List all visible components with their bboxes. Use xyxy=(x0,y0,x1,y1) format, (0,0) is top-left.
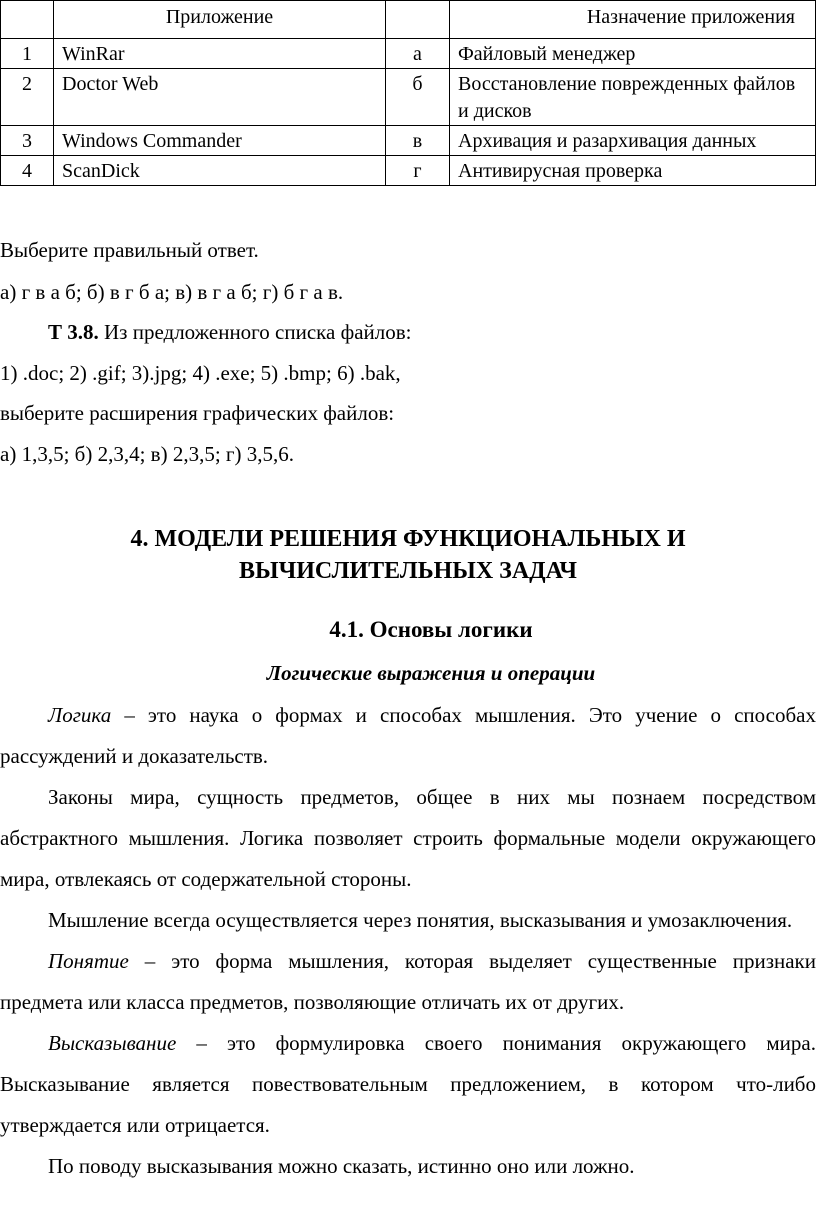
row-purpose: Восстановление поврежденных файлов и дисков xyxy=(450,69,816,126)
body-text xyxy=(0,695,816,1187)
row-purpose: Антивирусная проверка xyxy=(450,156,816,186)
test-question-answers: а) 1,3,5; б) 2,3,4; в) 2,3,5; г) 3,5,6. xyxy=(0,442,295,466)
test-question-label: Т 3.8. xyxy=(48,320,99,344)
test-question-prompt: выберите расширения графических файлов: xyxy=(0,401,395,425)
row-num: 1 xyxy=(1,39,54,69)
row-num: 3 xyxy=(1,126,54,156)
row-app: ScanDick xyxy=(54,156,386,186)
term-concept: Понятие xyxy=(48,949,129,973)
paragraph-laws: Законы мира, сущность предметов, общее в них мы познаем посредством абстрактного мышления. Логика позволяет строить формальные модели окружающего мира, отвлекаясь от содержательной стороны. xyxy=(0,785,816,891)
section-title-line1: 4. МОДЕЛИ РЕШЕНИЯ ФУНКЦИОНАЛЬНЫХ И xyxy=(130,526,686,552)
row-letter: в xyxy=(386,126,450,156)
row-app: WinRar xyxy=(54,39,386,69)
subheading: Логические выражения и операции xyxy=(266,661,596,685)
header-letter xyxy=(386,1,450,39)
header-purpose: Назначение приложения xyxy=(450,1,816,39)
row-purpose: Файловый менеджер xyxy=(450,39,816,69)
section-title xyxy=(0,523,816,587)
paragraph-logic: Логика – это наука о формах и способах мышления. Это учение о способах рассуждений и доказательств. xyxy=(0,703,816,768)
row-num: 4 xyxy=(1,156,54,186)
test-question xyxy=(48,318,412,346)
row-app: Doctor Web xyxy=(54,69,386,126)
row-letter: б xyxy=(386,69,450,126)
question-answers: а) г в а б; б) в г б а; в) в г а б; г) б г а в. xyxy=(0,280,344,304)
row-app: Windows Commander xyxy=(54,126,386,156)
row-num: 2 xyxy=(1,69,54,126)
table-header-row xyxy=(1,1,816,39)
header-num xyxy=(1,1,54,39)
table-row xyxy=(1,69,816,126)
table-row xyxy=(1,39,816,69)
subsection-title: 4.1. Основы логики xyxy=(329,617,533,642)
term-logic: Логика xyxy=(48,703,112,727)
paragraph-truth: По поводу высказывания можно сказать, истинно оно или ложно. xyxy=(48,1154,635,1178)
paragraph-thinking: Мышление всегда осуществляется через понятия, высказывания и умозаключения. xyxy=(48,908,793,932)
term-statement: Высказывание xyxy=(48,1031,177,1055)
table-row xyxy=(1,156,816,186)
section-title-line2: ВЫЧИСЛИТЕЛЬНЫХ ЗАДАЧ xyxy=(239,558,577,584)
test-question-text: Из предложенного списка файлов: xyxy=(98,320,412,344)
question-prompt: Выберите правильный ответ. xyxy=(0,238,259,262)
table-row xyxy=(1,126,816,156)
row-letter: а xyxy=(386,39,450,69)
paragraph-statement: Высказывание – это формулировка своего понимания окружающего мира. Высказывание является повествовательным предложением, в котором что-либо утверждается или отрицается. xyxy=(0,1031,816,1137)
paragraph-concept: Понятие – это форма мышления, которая выделяет существенные признаки предмета или класса предметов, позволяющие отличать их от других. xyxy=(0,949,816,1014)
header-application: Приложение xyxy=(54,1,386,39)
row-letter: г xyxy=(386,156,450,186)
matching-table xyxy=(0,0,816,186)
row-purpose: Архивация и разархивация данных xyxy=(450,126,816,156)
file-list: 1) .doc; 2) .gif; 3).jpg; 4) .exe; 5) .bmp; 6) .bak, xyxy=(0,361,401,385)
